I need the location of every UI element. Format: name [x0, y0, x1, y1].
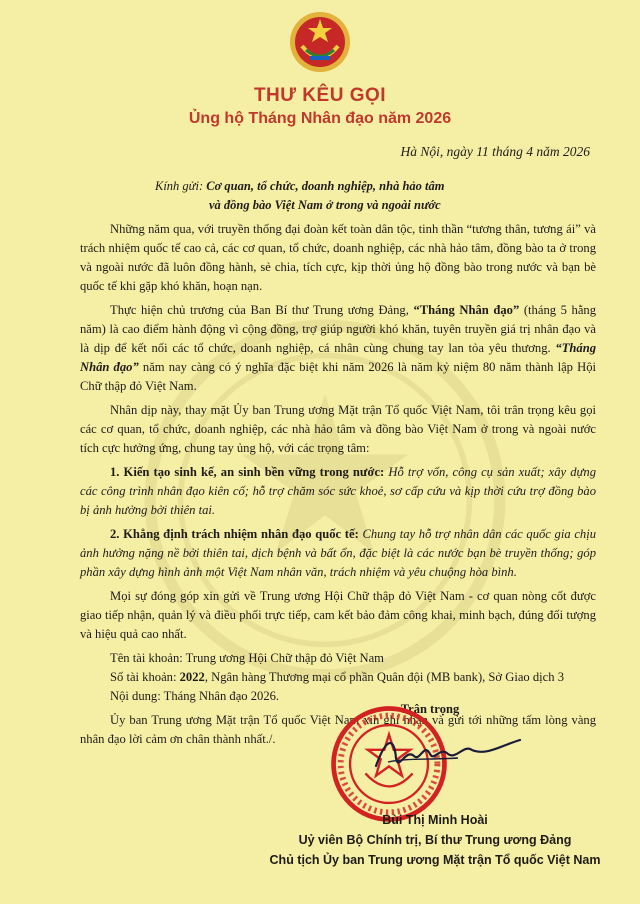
account-name: Tên tài khoản: Trung ương Hội Chữ thập đỏ Việt Nam — [110, 651, 384, 665]
focus-item-1-title: 1. Kiến tạo sinh kế, an sinh bền vững trong nước: — [110, 465, 385, 479]
recipient-line-2: và đồng bào Việt Nam ở trong và ngoài nước — [209, 198, 441, 212]
paragraph-2-term-2: “Tháng Nhân đạo” — [80, 341, 596, 374]
signer-name: Bùi Thị Minh Hoài — [382, 813, 488, 827]
paragraph-2-part-a: Thực hiện chủ trương của Ban Bí thư Trung ương Đảng, — [110, 303, 414, 317]
account-bank: , Ngân hàng Thương mại cổ phần Quân đội (MB bank), Sở Giao dịch 3 — [204, 670, 564, 684]
paragraph-2-term-1: “Tháng Nhân đạo” — [413, 303, 520, 317]
paragraph-5: Ủy ban Trung ương Mặt trận Tổ quốc Việt Nam xin ghi nhận và gửi tới những tấm lòng vàng nhân đạo lời cảm ơn chân thành nhất./. — [80, 713, 596, 746]
closing-regards: Trân trọng — [400, 702, 460, 716]
paragraph-3: Nhân dịp này, thay mặt Ủy ban Trung ương Mặt trận Tổ quốc Việt Nam, tôi trân trọng kêu gọi các cơ quan, tổ chức, doanh nghiệp, các nhà hảo tâm và đồng bào Việt Nam ở trong và ngoài nước tích cực hưởng ứng, chung tay ủng hộ, với các trọng tâm: — [80, 403, 596, 455]
letter-title: THƯ KÊU GỌI — [253, 85, 387, 106]
account-number-line — [80, 668, 596, 687]
paragraph-4: Mọi sự đóng góp xin gửi về Trung ương Hội Chữ thập đỏ Việt Nam - cơ quan nòng cốt được giao tiếp nhận, quản lý và điều phối trực tiếp, cam kết bảo đảm công khai, minh bạch, đúng đối tượng và hiệu quả cao nhất. — [80, 589, 596, 641]
focus-item-2-title: 2. Khẳng định trách nhiệm nhân đạo quốc tế: — [110, 527, 359, 541]
focus-item-2-text: Chung tay hỗ trợ nhân dân các quốc gia chịu ảnh hưởng nặng nề bởi thiên tai, dịch bệnh và bất ổn, đặc biệt là các nước bạn bè truyền thống; góp phần xây dựng hình ảnh một Việt Nam nhân văn, trách nhiệm và yêu chuộng hòa bình. — [80, 527, 596, 579]
focus-item-1-text: Hỗ trợ vốn, công cụ sản xuất; xây dựng các công trình nhân đạo kiên cố; hỗ trợ chăm sóc sức khoẻ, sơ cấp cứu và kịp thời cứu trợ đồng bào bị ảnh hưởng bởi thiên tai. — [80, 465, 596, 517]
account-number-label: Số tài khoản: — [110, 670, 180, 684]
letter-body — [80, 220, 596, 754]
account-content: Nội dung: Tháng Nhân đạo 2026. — [110, 689, 280, 703]
paragraph-1: Những năm qua, với truyền thống đại đoàn kết toàn dân tộc, tinh thần “tương thân, tương ái” và trách nhiệm quốc tế cao cả, các cơ quan, tổ chức, doanh nghiệp, các nhà hảo tâm, đồng bào ta ở trong và ngoài nước đã luôn đồng hành, sẻ chia, tích cực, kịp thời ủng hộ đồng bào trong nước và bạn bè quốc tế khi gặp khó khăn, hoạn nạn. — [80, 222, 596, 293]
signer-title-2: Chủ tịch Ủy ban Trung ương Mặt trận Tổ quốc Việt Nam — [269, 853, 601, 867]
paragraph-2-part-e: năm nay càng có ý nghĩa đặc biệt khi năm 2026 là năm kỷ niệm 80 năm thành lập Hội Chữ thập đỏ Việt Nam. — [80, 360, 596, 393]
signer-block — [250, 810, 620, 870]
focus-item-1 — [80, 463, 596, 520]
recipient-label: Kính gửi: — [155, 179, 204, 193]
letter-date: Hà Nội, ngày 11 tháng 4 năm 2026 — [400, 144, 590, 159]
front-emblem-icon — [288, 10, 352, 74]
paragraph-2 — [80, 301, 596, 396]
signer-title-1: Uỷ viên Bộ Chính trị, Bí thư Trung ương Đảng — [298, 833, 572, 847]
focus-item-2 — [80, 525, 596, 582]
letter-subtitle: Ủng hộ Tháng Nhân đạo năm 2026 — [188, 110, 452, 127]
account-number: 2022 — [179, 670, 205, 684]
recipient-block — [155, 177, 595, 215]
recipient-line-1: Cơ quan, tổ chức, doanh nghiệp, nhà hảo tâm — [206, 179, 445, 193]
handwritten-signature — [368, 728, 528, 778]
paragraph-2-part-c: (tháng 5 hằng năm) là cao điểm hành động vì cộng đồng, trợ giúp người khó khăn, tuyên truyền giá trị nhân đạo và là dịp để kết nối các tổ chức, doanh nghiệp, cá nhân cùng chung tay lan tỏa yêu thương. — [80, 303, 596, 355]
